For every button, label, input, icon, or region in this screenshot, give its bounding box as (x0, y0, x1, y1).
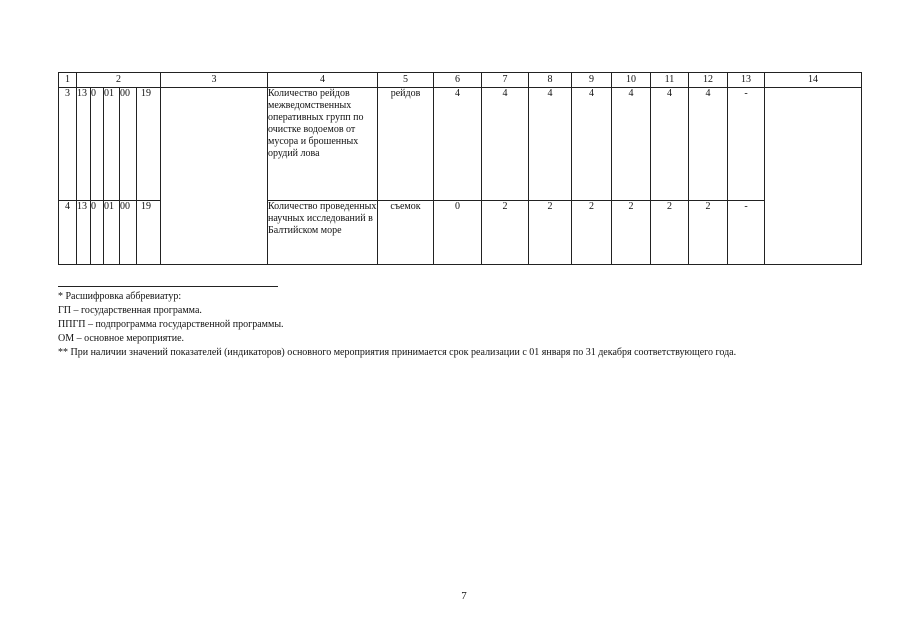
table-row (59, 88, 862, 201)
row-number: 3 (59, 88, 77, 201)
indicator-name: Количество рейдов межведомственных оперативных групп по очистке водоемов от мусора и брошенных орудий лова (268, 88, 378, 201)
code-segment: 0 (91, 88, 104, 201)
value-cell: 4 (612, 88, 651, 201)
header-cell: 11 (651, 73, 689, 88)
header-cell: 10 (612, 73, 651, 88)
header-cell: 7 (482, 73, 529, 88)
header-cell: 6 (434, 73, 482, 88)
unit-cell: съемок (378, 201, 434, 265)
value-cell: 4 (572, 88, 612, 201)
footnote-line: ГП – государственная программа. (58, 305, 202, 316)
code-segment: 00 (120, 88, 137, 201)
code-segment: 19 (137, 88, 161, 201)
table-header-row (59, 73, 862, 88)
value-cell: 2 (689, 201, 728, 265)
value-cell: 4 (529, 88, 572, 201)
col3-cell (161, 88, 268, 265)
value-cell: 2 (482, 201, 529, 265)
header-cell: 1 (59, 73, 77, 88)
col13-cell: - (728, 88, 765, 201)
header-cell: 12 (689, 73, 728, 88)
header-cell: 2 (77, 73, 161, 88)
header-cell: 4 (268, 73, 378, 88)
value-cell: 2 (651, 201, 689, 265)
footnote-line: ППГП – подпрограмма государственной программы. (58, 319, 284, 330)
value-cell: 4 (689, 88, 728, 201)
value-cell: 4 (482, 88, 529, 201)
value-cell: 4 (434, 88, 482, 201)
code-segment: 13 (77, 201, 91, 265)
row-number: 4 (59, 201, 77, 265)
code-segment: 13 (77, 88, 91, 201)
page-number: 7 (461, 590, 467, 602)
indicator-name: Количество проведенных научных исследований в Балтийском море (268, 201, 378, 265)
header-cell: 5 (378, 73, 434, 88)
header-cell: 8 (529, 73, 572, 88)
code-segment: 19 (137, 201, 161, 265)
value-cell: 2 (572, 201, 612, 265)
value-cell: 4 (651, 88, 689, 201)
indicators-table (58, 72, 862, 265)
header-cell: 9 (572, 73, 612, 88)
footnote-line: ОМ – основное мероприятие. (58, 333, 185, 344)
unit-cell: рейдов (378, 88, 434, 201)
footnote-line: ** При наличии значений показателей (индикаторов) основного мероприятия принимается срок реализации с 01 января по 31 декабря соответствующего года. (58, 347, 737, 358)
code-segment: 01 (104, 88, 120, 201)
footnote-line: * Расшифровка аббревиатур: (58, 291, 182, 302)
footnote-divider (58, 286, 278, 287)
code-segment: 00 (120, 201, 137, 265)
header-cell: 3 (161, 73, 268, 88)
code-segment: 01 (104, 201, 120, 265)
value-cell: 0 (434, 201, 482, 265)
value-cell: 2 (612, 201, 651, 265)
value-cell: 2 (529, 201, 572, 265)
col13-cell: - (728, 201, 765, 265)
footnotes (58, 286, 878, 360)
col14-cell (765, 88, 862, 265)
header-cell: 13 (728, 73, 765, 88)
code-segment: 0 (91, 201, 104, 265)
header-cell: 14 (765, 73, 862, 88)
